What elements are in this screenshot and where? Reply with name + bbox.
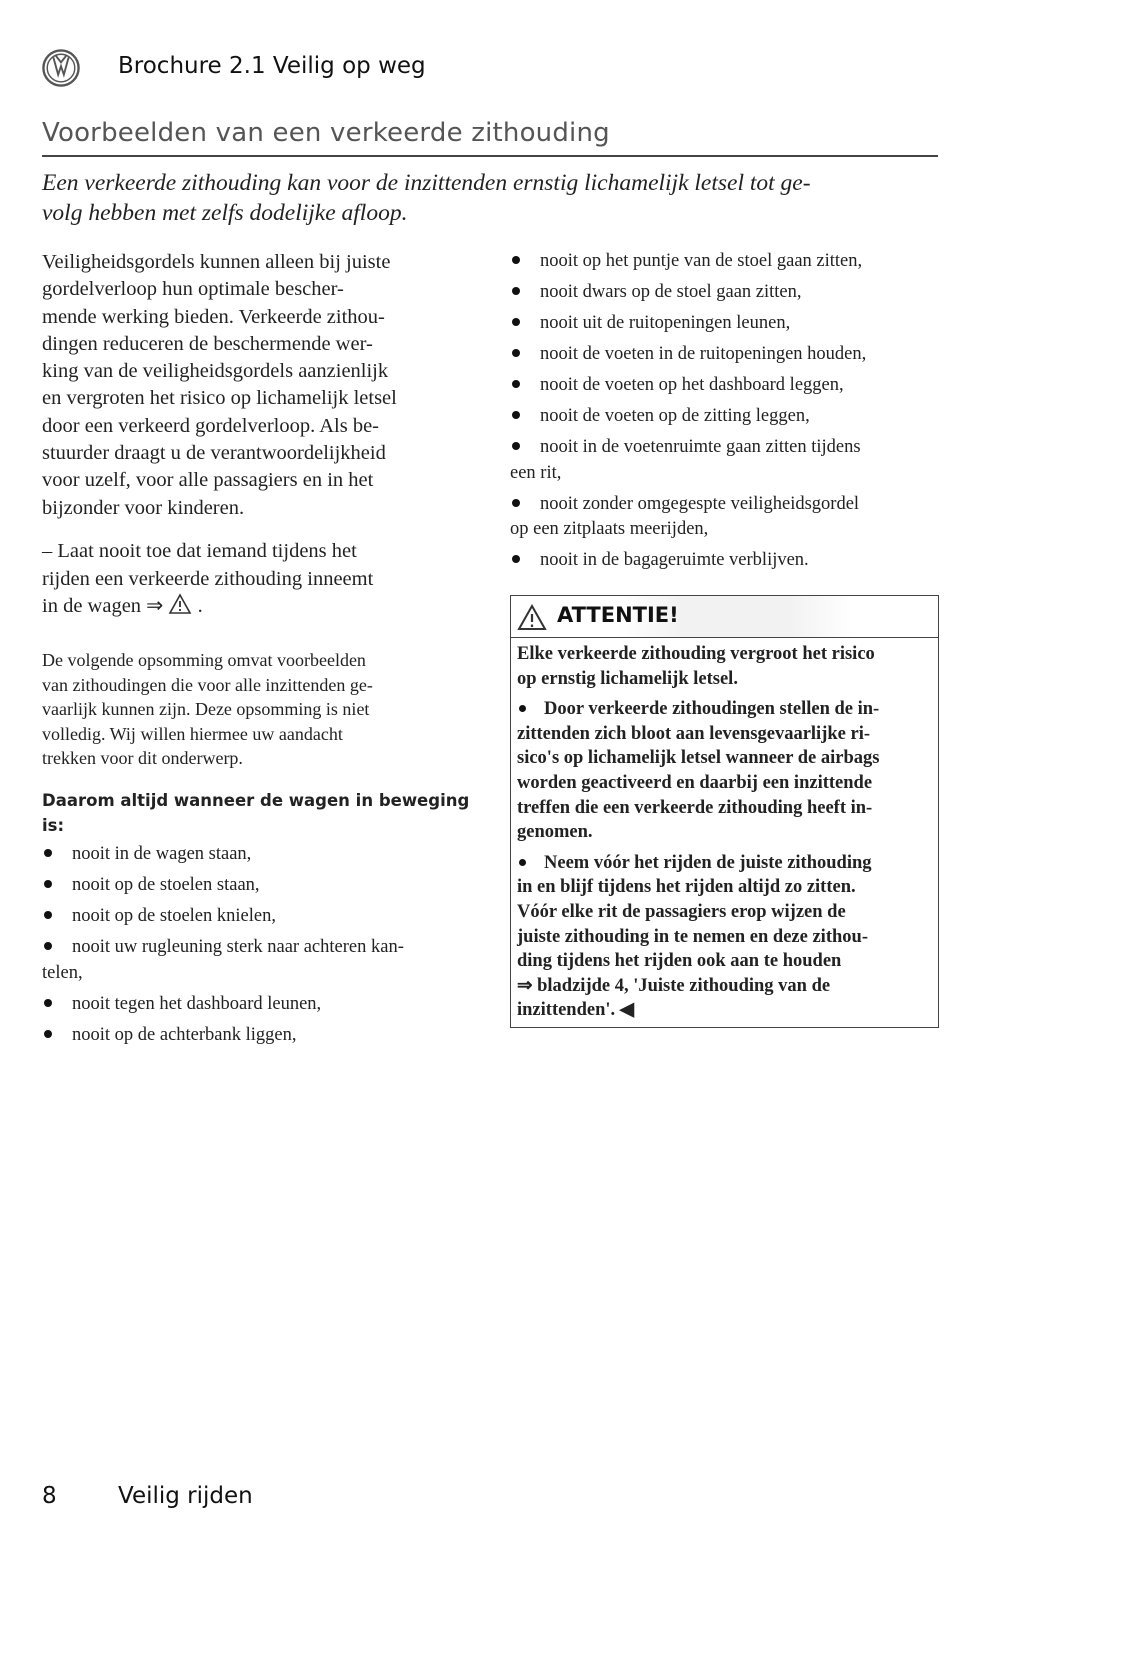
list-item-text: nooit uw rugleuning sterk naar achteren kan- telen, (42, 937, 404, 983)
bullet-icon (519, 859, 526, 866)
bullet-icon (512, 318, 520, 326)
list-item-text: nooit in de bagageruimte verblijven. (540, 550, 809, 570)
warning-header (511, 596, 938, 638)
list-item-text: nooit op het puntje van de stoel gaan zitten, (540, 251, 863, 271)
bullet-icon (44, 911, 52, 919)
footer-section-title: Veilig rijden (118, 1483, 253, 1509)
list-item (42, 935, 482, 986)
bullet-icon (44, 942, 52, 950)
bullet-icon (512, 380, 520, 388)
bullet-icon (512, 287, 520, 295)
list-item (42, 904, 482, 930)
list-item-text: nooit tegen het dashboard leunen, (72, 993, 322, 1014)
list-item (510, 342, 950, 368)
warning-body (511, 638, 938, 1033)
bullet-icon (44, 849, 52, 857)
list-item-text: nooit op de stoelen staan, (72, 875, 260, 895)
bullet-icon (44, 1030, 52, 1038)
warning-title: ATTENTIE! (557, 603, 679, 627)
warning-point-text: Neem vóór het rijden de juiste zithouding in en blijf tijdens het rijden altijd zo zitten. Vóór elke rit de passagiers erop wijzen de juiste zithouding in te nemen en deze zithou- ding tijdens het rijden ook aan te houden ⇒ bladzijde 4, 'Juiste zithouding van de inzittenden'. ◀ (517, 852, 872, 1021)
list-item-text: nooit de voeten in de ruitopeningen houden, (540, 344, 867, 364)
list-item (510, 311, 950, 337)
bullet-icon (512, 349, 520, 357)
list-item (42, 1023, 482, 1049)
left-bullet-list (42, 842, 482, 1054)
list-item-text: nooit dwars op de stoel gaan zitten, (540, 282, 802, 302)
list-item (42, 992, 482, 1018)
warning-point (517, 851, 932, 1023)
warning-point-text: Door verkeerde zithoudingen stellen de in- zittenden zich bloot aan levensgevaarlijke ri- sico's op lichamelijk letsel wanneer de airbags worden geactiveerd en daarbij een inzittende treffen die een verkeerde zithouding heeft in- genomen. (517, 699, 880, 843)
page-number: 8 (42, 1483, 57, 1509)
list-item (42, 873, 482, 899)
list-item-text: nooit op de achterbank liggen, (72, 1024, 297, 1045)
daarom-heading: Daarom altijd wanneer de wagen in beweging is: (42, 791, 470, 835)
intro-paragraph: Veiligheidsgordels kunnen alleen bij juiste gordelverloop hun optimale bescher- mende werking bieden. Verkeerde zithou- dingen reduceren de beschermende wer- king van de veiligheidsgordels aanzienlijk en vergroten het risico op lichamelijk letsel door een verkeerd gordelverloop. Als be- stuurder draagt u de verantwoordelijkheid voor uzelf, voor alle passagiers en in het bijzonder voor kinderen. (42, 251, 397, 519)
warning-point (517, 697, 932, 845)
bullet-icon (512, 499, 520, 507)
bullet-icon (519, 705, 526, 712)
brochure-header: Brochure 2.1 Veilig op weg (118, 53, 426, 79)
list-item-text: nooit op de stoelen knielen, (72, 906, 276, 926)
list-item (510, 548, 950, 574)
bullet-icon (44, 880, 52, 888)
list-item-text: nooit uit de ruitopeningen leunen, (540, 313, 791, 333)
bullet-icon (512, 411, 520, 419)
list-item-text: nooit de voeten op de zitting leggen, (540, 406, 810, 426)
lead-paragraph: Een verkeerde zithouding kan voor de inzittenden ernstig lichamelijk letsel tot ge- volg hebben met zelfs dodelijke afloop. (42, 170, 811, 226)
section-title: Voorbeelden van een verkeerde zithouding (42, 118, 610, 148)
vw-logo (42, 49, 80, 87)
opsomming-paragraph: De volgende opsomming omvat voorbeelden van zithoudingen die voor alle inzittenden ge- vaarlijk kunnen zijn. Deze opsomming is niet volledig. Wij willen hiermee uw aandacht trekken voor dit onderwerp. (42, 650, 373, 769)
instruction-suffix: . (192, 595, 203, 617)
list-item (510, 373, 950, 399)
warning-intro: Elke verkeerde zithouding vergroot het risico op ernstig lichamelijk letsel. (517, 644, 875, 689)
warning-box (510, 595, 939, 1028)
list-item (42, 842, 482, 868)
list-item-text: nooit in de wagen staan, (72, 844, 252, 864)
warning-triangle-icon (168, 593, 192, 615)
list-item (510, 249, 950, 275)
bullet-icon (512, 442, 520, 450)
list-item-text: nooit de voeten op het dashboard leggen, (540, 375, 844, 395)
instruction-item (42, 538, 482, 621)
list-item (510, 404, 950, 430)
bullet-icon (512, 256, 520, 264)
list-item (510, 492, 950, 543)
title-divider (42, 155, 938, 157)
bullet-icon (44, 999, 52, 1007)
list-item (510, 435, 950, 486)
instruction-text: – Laat nooit toe dat iemand tijdens het rijden een verkeerde zithouding inneemt in de wagen ⇒ (42, 540, 374, 617)
list-item (510, 280, 950, 306)
warning-triangle-icon (517, 604, 547, 631)
list-item-text: nooit in de voetenruimte gaan zitten tijdens een rit, (510, 437, 861, 483)
bullet-icon (512, 555, 520, 563)
list-item-text: nooit zonder omgegespte veiligheidsgordel op een zitplaats meerijden, (510, 493, 860, 539)
right-bullet-list (510, 249, 950, 579)
